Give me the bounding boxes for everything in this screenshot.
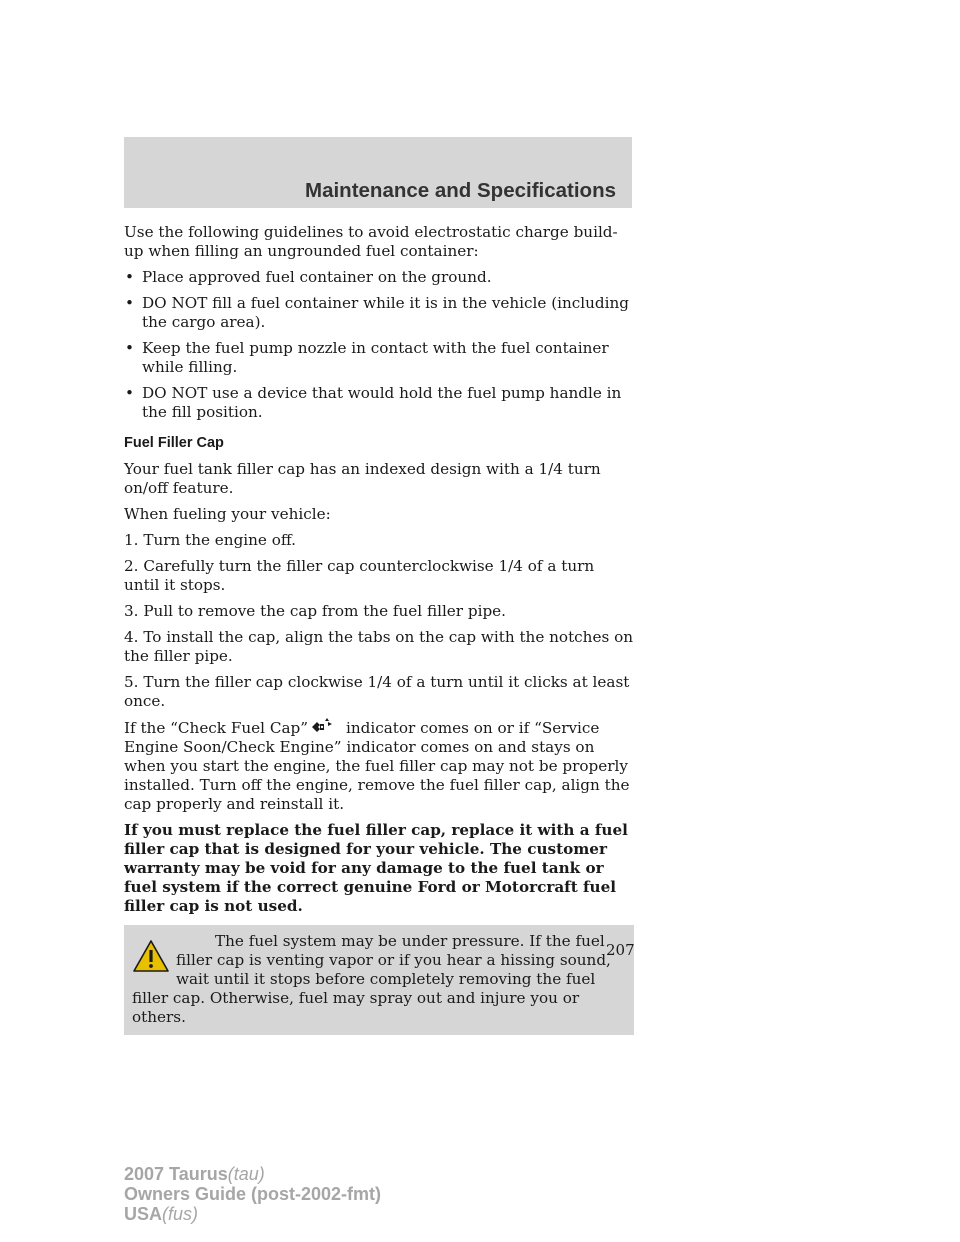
bullet-marker: • xyxy=(125,294,134,312)
warning-box xyxy=(124,925,634,1035)
footer-guide: Owners Guide (post-2002-fmt) xyxy=(124,1184,382,1204)
list-item xyxy=(124,384,634,422)
footer-model: 2007 Taurus xyxy=(124,1164,228,1184)
fueling-intro: When fueling your vehicle: xyxy=(124,505,331,523)
replacement-notice: If you must replace the fuel filler cap, replace it with a fuel filler cap that is designed for your vehicle. The customer warranty may be void for any damage to the fuel tank or fuel system if the correct genuine Ford or Motorcraft fuel filler cap is not used. xyxy=(124,821,628,915)
document-footer xyxy=(124,1164,381,1224)
step-3: 3. Pull to remove the cap from the fuel filler pipe. xyxy=(124,602,507,620)
warning-text: The fuel system may be under pressure. If the fuel filler cap is venting vapor or if you hear a hissing sound, wait until it stops before completely removing the fuel filler cap. Otherwise, fuel may spray out and injure you or others. xyxy=(132,932,611,1026)
list-item xyxy=(124,339,634,377)
list-item xyxy=(124,294,634,332)
guidelines-list xyxy=(124,268,634,422)
check-para-rest: indicator comes on or if “Service Engine Soon/Check Engine” indicator comes on and stays on when you start the engine, the fuel filler cap may not be properly installed. Turn off the engine, remove the fuel filler cap, align the cap properly and reinstall it. xyxy=(124,719,630,813)
bullet-marker: • xyxy=(125,384,134,402)
page-content xyxy=(124,223,634,1035)
bullet-marker: • xyxy=(125,268,134,286)
section-heading: Fuel Filler Cap xyxy=(124,435,224,451)
step-1: 1. Turn the engine off. xyxy=(124,531,296,549)
list-item-text: DO NOT use a device that would hold the fuel pump handle in the fill position. xyxy=(142,384,622,421)
warning-triangle-icon xyxy=(132,939,176,981)
step-5: 5. Turn the filler cap clockwise 1/4 of a turn until it clicks at least once. xyxy=(124,673,630,710)
check-fuel-cap-icon xyxy=(308,718,346,736)
list-item-text: DO NOT fill a fuel container while it is in the vehicle (including the cargo area). xyxy=(142,294,630,331)
list-item-text: Place approved fuel container on the ground. xyxy=(142,268,492,286)
footer-model-code: (tau) xyxy=(227,1164,265,1184)
footer-line-model xyxy=(124,1164,381,1184)
page-number: 207 xyxy=(606,941,635,959)
footer-line-guide xyxy=(124,1184,381,1204)
footer-line-market xyxy=(124,1204,381,1224)
step-2: 2. Carefully turn the filler cap counterclockwise 1/4 of a turn until it stops. xyxy=(124,557,595,594)
intro-paragraph: Use the following guidelines to avoid electrostatic charge build-up when filling an ungrounded fuel container: xyxy=(124,223,618,260)
design-paragraph: Your fuel tank filler cap has an indexed design with a 1/4 turn on/off feature. xyxy=(124,460,601,497)
bullet-marker: • xyxy=(125,339,134,357)
list-item xyxy=(124,268,634,287)
step-4: 4. To install the cap, align the tabs on the cap with the notches on the filler pipe. xyxy=(124,628,633,665)
list-item-text: Keep the fuel pump nozzle in contact with the fuel container while filling. xyxy=(142,339,609,376)
section-header-title: Maintenance and Specifications xyxy=(305,179,616,202)
footer-market-code: (fus) xyxy=(162,1204,199,1224)
check-fuel-cap-paragraph xyxy=(124,718,634,814)
section-header-band xyxy=(124,137,632,208)
footer-market: USA xyxy=(124,1204,163,1224)
check-para-lead: If the “Check Fuel Cap” xyxy=(124,719,308,737)
